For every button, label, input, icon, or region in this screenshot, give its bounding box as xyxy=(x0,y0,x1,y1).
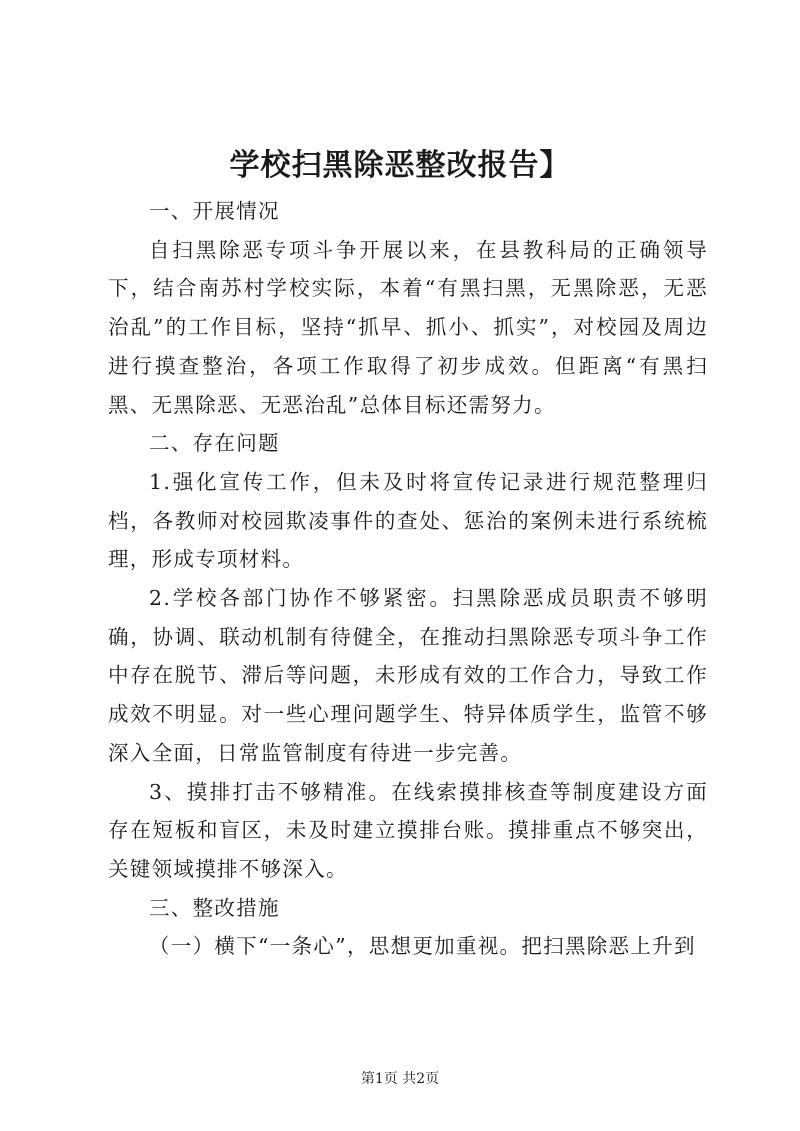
paragraph: 1.强化宣传工作，但未及时将宣传记录进行规范整理归档，各教师对校园欺凌事件的查处、惩治的案例未进行系统梳理，形成专项材料。 xyxy=(108,469,708,572)
section-heading: 二、存在问题 xyxy=(149,431,280,456)
paragraph: 3、摸排打击不够精准。在线索摸排核查等制度建设方面存在短板和盲区，未及时建立摸排台账。摸排重点不够突出，关键领域摸排不够深入。 xyxy=(108,779,708,881)
section-heading: 三、整改措施 xyxy=(149,895,280,920)
page-footer: 第1页 共2页 xyxy=(360,1071,440,1087)
document-title: 学校扫黑除恶整改报告】 xyxy=(229,148,571,183)
paragraph: （一）横下“一条心”，思想更加重视。把扫黑除恶上升到 xyxy=(149,934,696,959)
document-body xyxy=(108,192,708,966)
section-heading: 一、开展情况 xyxy=(149,199,280,223)
paragraph: 2.学校各部门协作不够紧密。扫黑除恶成员职责不够明确，协调、联动机制有待健全，在推动扫黑除恶专项斗争工作中存在脱节、滞后等问题，未形成有效的工作合力，导致工作成效不明显。对一些心理问题学生、特异体质学生，监管不够深入全面，日常监管制度有待进一步完善。 xyxy=(108,586,708,765)
paragraph: 自扫黑除恶专项斗争开展以来，在县教科局的正确领导下，结合南苏村学校实际，本着“有黑扫黑，无黑除恶，无恶治乱”的工作目标，坚持“抓早、抓小、抓实”，对校园及周边进行摸查整治，各项工作取得了初步成效。但距离“有黑扫黑、无黑除恶、无恶治乱”总体目标还需努力。 xyxy=(108,237,708,417)
